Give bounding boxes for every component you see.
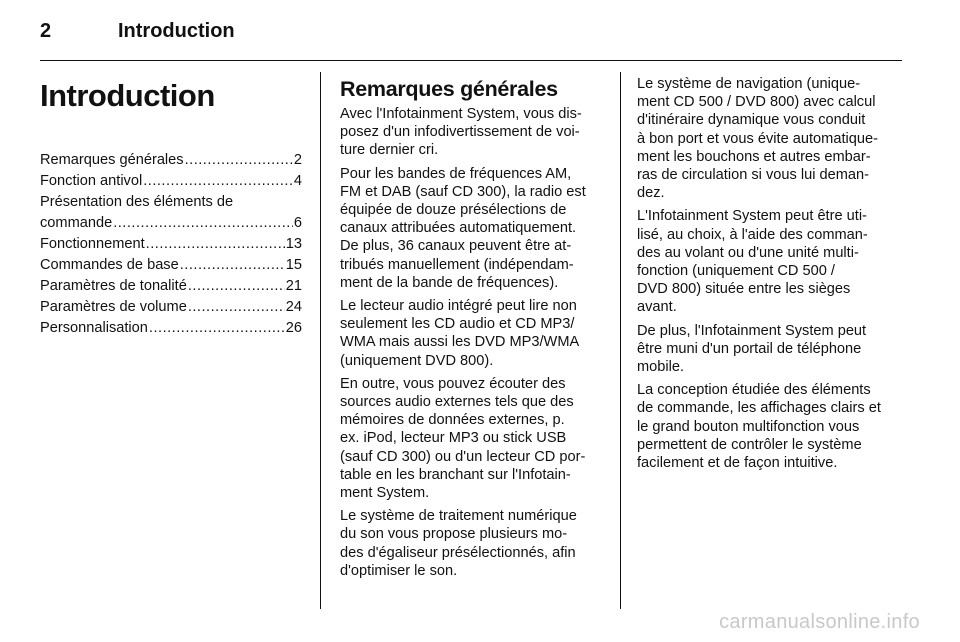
column-toc [40, 72, 302, 339]
toc-leader-dots [188, 276, 285, 297]
paragraph-line: (uniquement DVD 800). [340, 352, 494, 369]
paragraph-line: ment System. [340, 485, 430, 502]
paragraph [637, 381, 903, 472]
paragraph-line: table en les branchant sur l'Infotain- [340, 466, 571, 483]
paragraph-line: WMA mais aussi les DVD MP3/WMA [340, 334, 580, 351]
toc-entry[interactable] [40, 192, 302, 234]
paragraph-line: mémoires de données externes, p. [340, 412, 565, 429]
toc-entry[interactable] [40, 150, 302, 171]
paragraph-line: Avec l'Infotainment System, vous dis- [340, 106, 582, 122]
page-header [40, 18, 902, 61]
paragraph-line: d'itinéraire dynamique vous conduit [637, 112, 866, 129]
paragraph-line: le grand bouton multifonction vous [637, 418, 860, 435]
paragraph-line: tribués manuellement (indépendam- [340, 256, 574, 273]
paragraph [340, 507, 604, 580]
paragraph-line: Le système de navigation (unique- [637, 76, 861, 92]
toc-page-number: 15 [285, 257, 302, 273]
paragraph-line: En outre, vous pouvez écouter des [340, 375, 566, 392]
paragraph-line: ex. iPod, lecteur MP3 ou stick USB [340, 430, 567, 447]
table-of-contents [40, 150, 302, 339]
toc-page-number: 26 [285, 320, 302, 336]
paragraph-line: équipée de douze présélections de [340, 202, 567, 219]
paragraph [340, 375, 604, 502]
paragraph-line: seulement les CD audio et CD MP3/ [340, 316, 575, 333]
toc-leader-dots [146, 234, 285, 255]
paragraph-line: mobile. [637, 359, 685, 376]
paragraph-line: De plus, 36 canaux peuvent être at- [340, 238, 572, 255]
toc-entry-label: Paramètres de tonalité [40, 278, 187, 294]
paragraph-line: être muni d'un portail de téléphone [637, 340, 862, 357]
column-right-body [637, 75, 903, 472]
chapter-title: Introduction [40, 78, 215, 113]
toc-page-number: 4 [293, 173, 302, 189]
paragraph-line: DVD 800) située entre les sièges [637, 281, 851, 298]
paragraph-line: lisé, au choix, à l'aide des comman- [637, 226, 868, 243]
paragraph [340, 165, 604, 292]
paragraph-line: Le système de traitement numérique [340, 508, 577, 525]
toc-page-number: 6 [293, 215, 302, 231]
paragraph [637, 322, 903, 377]
section-title: Remarques générales [340, 77, 558, 101]
toc-entry-label: commande [40, 215, 113, 231]
paragraph-line: ment les bouchons et autres embar- [637, 148, 871, 165]
column-divider [620, 72, 621, 609]
paragraph-line: ment CD 500 / DVD 800) avec calcul [637, 94, 876, 111]
paragraph-line: dez. [637, 185, 665, 202]
paragraph-line: L'Infotainment System peut être uti- [637, 208, 867, 225]
toc-leader-dots [180, 255, 285, 276]
paragraph-line: avant. [637, 299, 677, 316]
paragraph-line: La conception étudiée des éléments [637, 382, 871, 399]
paragraph [637, 75, 903, 202]
watermark: carmanualsonline.info [719, 611, 920, 633]
paragraph-line: des au volant ou d'une unité multi- [637, 244, 859, 261]
column-middle-body [340, 105, 604, 580]
toc-page-number: 24 [285, 299, 302, 315]
page-number: 2 [40, 20, 52, 42]
toc-entry[interactable] [40, 276, 302, 297]
paragraph [340, 105, 604, 160]
paragraph-line: posez d'un infodivertissement de voi- [340, 124, 580, 141]
toc-leader-dots [113, 213, 293, 234]
toc-entry-label: Présentation des éléments de [40, 194, 234, 210]
toc-entry-label: Paramètres de volume [40, 299, 187, 315]
toc-entry-label: Remarques générales [40, 152, 184, 168]
column-divider [320, 72, 321, 609]
paragraph [340, 297, 604, 370]
paragraph-line: (sauf CD 300) ou d'un lecteur CD por- [340, 448, 586, 465]
toc-leader-dots [188, 297, 285, 318]
toc-page-number: 13 [285, 236, 302, 252]
paragraph [637, 207, 903, 316]
toc-entry[interactable] [40, 297, 302, 318]
paragraph-line: des d'égaliseur présélectionnés, afin [340, 544, 576, 561]
paragraph-line: facilement et de façon intuitive. [637, 455, 838, 472]
paragraph-line: du son vous propose plusieurs mo- [340, 526, 568, 543]
toc-page-number: 2 [293, 152, 302, 168]
paragraph-line: canaux attribuées automatiquement. [340, 220, 577, 237]
toc-entry[interactable] [40, 234, 302, 255]
paragraph-line: De plus, l'Infotainment System peut [637, 322, 867, 339]
paragraph-line: Le lecteur audio intégré peut lire non [340, 298, 577, 315]
toc-page-number: 21 [285, 278, 302, 294]
paragraph-line: sources audio externes tels que des [340, 394, 574, 411]
paragraph-line: de commande, les affichages clairs et [637, 400, 881, 417]
toc-entry[interactable] [40, 318, 302, 339]
paragraph-line: Pour les bandes de fréquences AM, [340, 165, 572, 182]
toc-entry-label: Fonctionnement [40, 236, 145, 252]
toc-entry-label: Fonction antivol [40, 173, 143, 189]
paragraph-line: permettent de contrôler le système [637, 436, 862, 453]
toc-entry-label: Personnalisation [40, 320, 148, 336]
toc-entry-label: Commandes de base [40, 257, 179, 273]
paragraph-line: fonction (uniquement CD 500 / [637, 263, 835, 280]
paragraph-line: FM et DAB (sauf CD 300), la radio est [340, 183, 586, 200]
toc-entry[interactable] [40, 171, 302, 192]
column-right [637, 75, 903, 477]
paragraph-line: d'optimiser le son. [340, 562, 458, 579]
toc-entry[interactable] [40, 255, 302, 276]
paragraph-line: ture dernier cri. [340, 142, 439, 159]
toc-leader-dots [143, 171, 293, 192]
paragraph-line: ment de la bande de fréquences). [340, 274, 559, 291]
toc-leader-dots [149, 318, 285, 339]
header-title: Introduction [118, 20, 235, 42]
paragraph-line: à bon port et vous évite automatique- [637, 130, 878, 147]
toc-leader-dots [185, 150, 293, 171]
paragraph-line: ras de circulation si vous lui deman- [637, 167, 869, 184]
column-middle [340, 76, 604, 585]
